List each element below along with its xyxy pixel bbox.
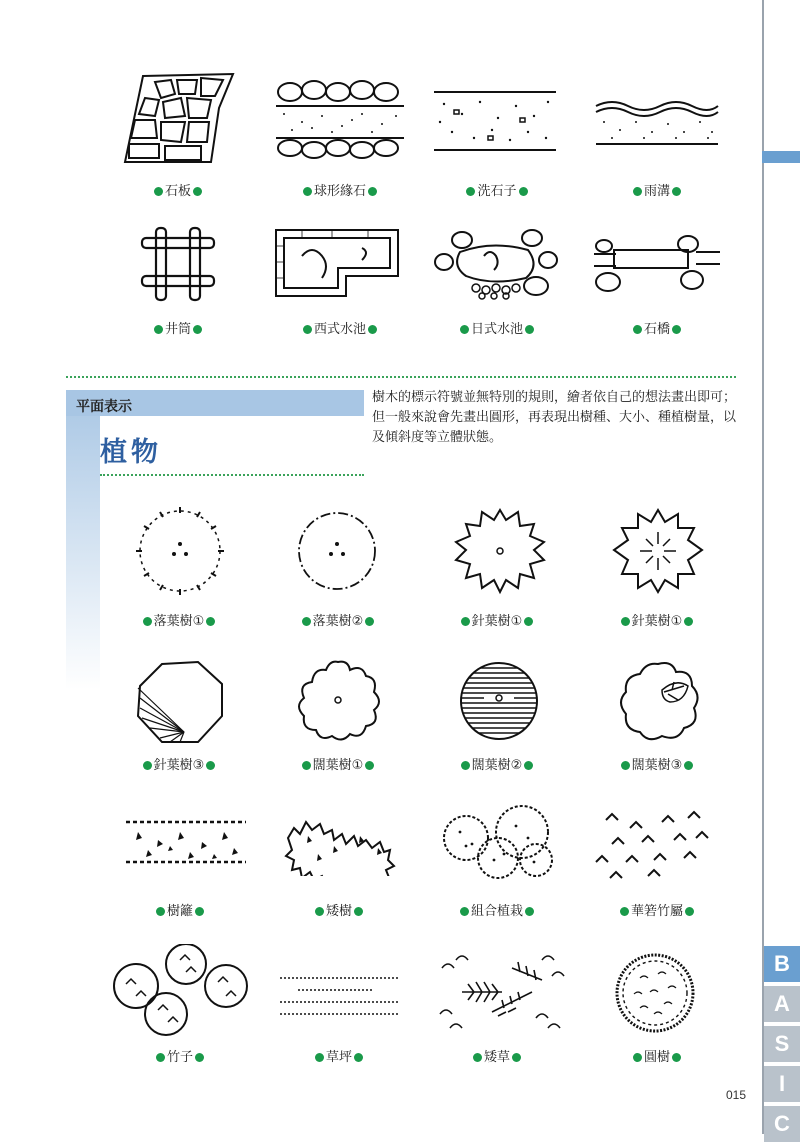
hedge-icon <box>122 814 250 870</box>
section-side-bar <box>66 390 100 690</box>
plant-label: 針葉樹③ <box>104 754 254 773</box>
plant-label: 華箬竹屬 <box>582 900 732 919</box>
material-label: 洗石子 <box>422 180 572 199</box>
plant-label: 落葉樹① <box>104 610 254 629</box>
conifer-1b-icon <box>608 504 708 598</box>
section-divider <box>66 376 736 378</box>
low-grass-icon <box>432 948 568 1036</box>
material-label: 日式水池 <box>422 318 572 337</box>
washed-gravel-icon <box>430 88 560 154</box>
flagstone-icon <box>115 68 240 168</box>
group-planting-icon <box>438 802 558 882</box>
conifer-3-icon <box>132 658 228 746</box>
cobble-edge-icon <box>272 78 408 162</box>
broadleaf-3-icon <box>612 656 704 746</box>
shrub-icon <box>278 808 404 876</box>
stone-bridge-icon <box>592 232 722 294</box>
conifer-1a-icon <box>450 504 550 598</box>
plant-label: 針葉樹① <box>422 610 572 629</box>
plant-label: 落葉樹② <box>263 610 413 629</box>
rain-gutter-icon <box>592 98 722 150</box>
side-tab-letter: B <box>764 946 800 982</box>
title-underline <box>100 474 364 476</box>
plant-label: 草坪 <box>264 1046 414 1065</box>
section-header: 平面表示 <box>76 399 132 415</box>
plant-label: 圓樹 <box>582 1046 732 1065</box>
material-label: 西式水池 <box>265 318 415 337</box>
material-label: 球形緣石 <box>265 180 415 199</box>
western-pond-icon <box>272 226 402 300</box>
section-description: 樹木的標示符號並無特別的規則，繪者依自己的想法畫出即可；但一般來說會先畫出圓形，再表現出樹種、大小、種植樹量，以及傾斜度等立體狀態。 <box>372 390 737 445</box>
round-tree-icon <box>610 948 700 1038</box>
material-label: 井筒 <box>103 318 253 337</box>
sasa-bamboo-icon <box>592 810 716 882</box>
plant-label: 針葉樹① <box>582 610 732 629</box>
deciduous-tree-1-icon <box>130 504 230 598</box>
material-label: 雨溝 <box>582 180 732 199</box>
page-number: 015 <box>726 1088 747 1102</box>
japanese-pond-icon <box>432 226 562 300</box>
plant-label: 闊葉樹② <box>422 754 572 773</box>
plant-label: 竹子 <box>105 1046 255 1065</box>
broadleaf-1-icon <box>292 656 384 746</box>
broadleaf-2-icon <box>454 656 544 746</box>
plant-label: 矮樹 <box>264 900 414 919</box>
plant-label: 闊葉樹① <box>263 754 413 773</box>
lawn-icon <box>274 972 404 1018</box>
bamboo-icon <box>110 944 250 1040</box>
plant-label: 樹籬 <box>105 900 255 919</box>
side-tab-letter: S <box>764 1026 800 1062</box>
side-tab-letter: C <box>764 1106 800 1142</box>
deciduous-tree-2-icon <box>292 508 382 594</box>
plant-label: 矮草 <box>422 1046 572 1065</box>
material-label: 石板 <box>103 180 253 199</box>
rail-accent-tab <box>762 151 800 163</box>
material-label: 石橋 <box>582 318 732 337</box>
side-tab-letter: A <box>764 986 800 1022</box>
side-tab-basic <box>764 946 800 1146</box>
plant-label: 組合植栽 <box>422 900 572 919</box>
plant-label: 闊葉樹③ <box>582 754 732 773</box>
side-tab-letter: I <box>764 1066 800 1102</box>
section-title: 植物 <box>100 437 162 468</box>
well-curb-icon <box>138 226 218 302</box>
